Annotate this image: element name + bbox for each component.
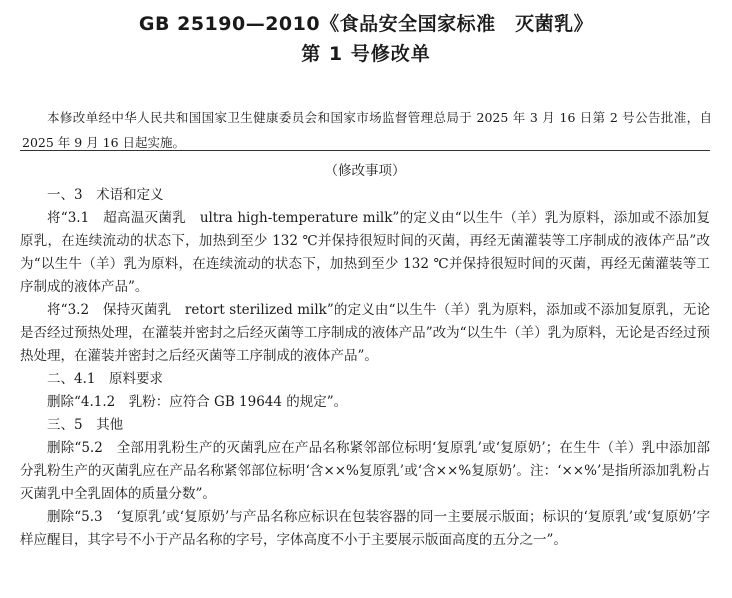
section-heading-terms: 一、3 术语和定义 xyxy=(47,187,164,203)
paragraph-3-1: 将“3.1 超高温灭菌乳 ultra high-temperature milk”的定义由“以生牛（羊）乳为原料，添加或不添加复原乳，在连续流动的状态下，加热到至少 132 ℃并保持很短时间的灭菌，再经无菌灌装等工序制成的液体产品”改为“以生牛（羊）乳为原料，在连续流动的状态下，加热到至少 132 ℃并保持很短时间的灭菌，再经无菌灌装等工序制成的液体产品”。 xyxy=(20,210,710,295)
paragraph-4-1-2: 删除“4.1.2 乳粉：应符合 GB 19644 的规定”。 xyxy=(47,394,348,410)
section-heading-other: 三、5 其他 xyxy=(47,417,124,433)
approval-statement: 本修改单经中华人民共和国国家卫生健康委员会和国家市场监督管理总局于 2025 年 3 月 16 日第 2 号公告批准，自 2025 年 9 月 16 日起实施。 xyxy=(22,109,712,150)
items-heading: （修改事项） xyxy=(324,163,406,179)
document-title: GB 25190—2010《食品安全国家标准 灭菌乳》 xyxy=(138,13,594,35)
amendment-number: 第 1 号修改单 xyxy=(301,43,431,65)
paragraph-3-2: 将“3.2 保持灭菌乳 retort sterilized milk”的定义由“以生牛（羊）乳为原料，添加或不添加复原乳，无论是否经过预热处理，在灌装并密封之后经灭菌等工序制成的液体产品”改为“以生牛（羊）乳为原料，无论是否经过预热处理，在灌装并密封之后经灭菌等工序制成的液体产品”。 xyxy=(20,302,710,364)
paragraph-5-3: 删除“5.3 ‘复原乳’或‘复原奶’与产品名称应标识在包装容器的同一主要展示版面；标识的‘复原乳’或‘复原奶’字样应醒目，其字号不小于产品名称的字号，字体高度不小于主要展示版面高度的五分之一”。 xyxy=(20,509,710,548)
section-heading-raw-materials: 二、4.1 原料要求 xyxy=(47,371,163,387)
amendment-body xyxy=(20,160,710,552)
paragraph-5-2: 删除“5.2 全部用乳粉生产的灭菌乳应在产品名称紧邻部位标明‘复原乳’或‘复原奶’；在生牛（羊）乳中添加部分乳粉生产的灭菌乳应在产品名称紧邻部位标明‘含××%复原乳’或‘含××%复原奶’。注：‘××%’是指所添加乳粉占灭菌乳中全乳固体的质量分数”。 xyxy=(20,440,710,502)
separator-line xyxy=(20,150,710,151)
